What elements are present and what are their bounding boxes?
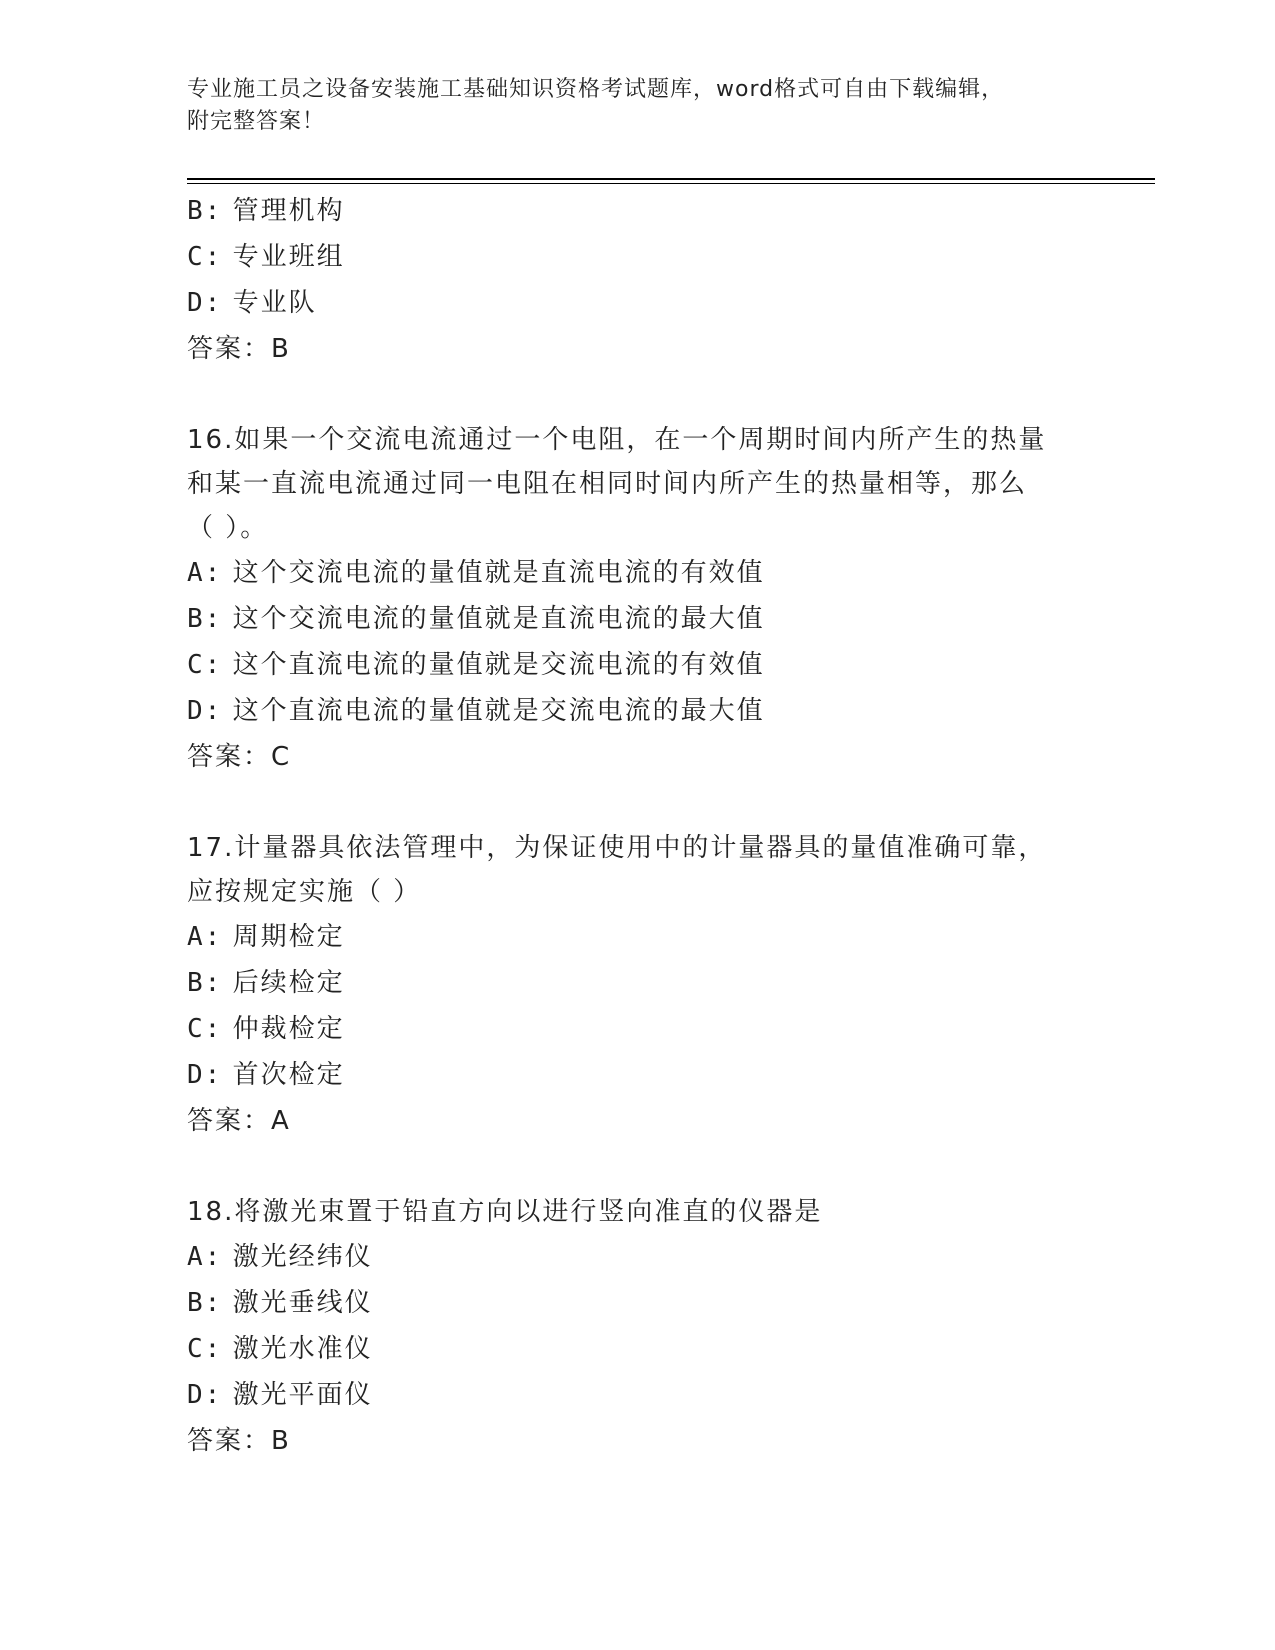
question-18 [187,1190,1087,1464]
option-b [187,1280,1087,1326]
question-stem-line: 18.将激光束置于铅直方向以进行竖向准直的仪器是 [187,1197,823,1227]
option-prefix: A: [187,922,223,952]
answer-line: 答案：C [187,742,292,772]
header-line-1: 专业施工员之设备安装施工基础知识资格考试题库，word格式可自由下载编辑， [187,77,1005,102]
answer-line: 答案：B [187,334,291,364]
option-c [187,1006,1087,1052]
option-prefix: D: [187,1380,223,1410]
option-b [187,596,1087,642]
document-header [187,74,1087,138]
prev-question-block [187,188,1087,372]
option-text: 这个直流电流的量值就是交流电流的最大值 [232,696,765,726]
option-prefix: D: [187,696,223,726]
option-text: 专业队 [232,288,317,318]
option-prefix: B: [187,968,223,998]
option-text: 这个交流电流的量值就是直流电流的最大值 [232,604,765,634]
option-prefix: B: [187,1288,223,1318]
option-prefix: B: [187,604,223,634]
option-prefix: A: [187,558,223,588]
option-a [187,914,1087,960]
option-d [187,1372,1087,1418]
option-text: 专业班组 [232,242,345,272]
option-b [187,960,1087,1006]
option-text: 这个直流电流的量值就是交流电流的有效值 [232,650,765,680]
option-prefix: C: [187,1334,223,1364]
option-d [187,1052,1087,1098]
question-stem-line: 应按规定实施（ ） [187,877,422,907]
spacer [187,1144,1087,1190]
question-stem-line: 和某一直流电流通过同一电阻在相同时间内所产生的热量相等，那么 [187,469,1028,499]
option-text: 激光垂线仪 [232,1288,373,1318]
question-stem-line: 17.计量器具依法管理中，为保证使用中的计量器具的量值准确可靠， [187,833,1047,863]
answer-line: 答案：B [187,1426,291,1456]
option-text: 仲裁检定 [232,1014,345,1044]
question-list [187,188,1087,1464]
option-text: 激光平面仪 [232,1380,373,1410]
option-text: 后续检定 [232,968,345,998]
option-text: 这个交流电流的量值就是直流电流的有效值 [232,558,765,588]
option-a [187,1234,1087,1280]
answer-line: 答案：A [187,1106,291,1136]
option-c [187,234,1087,280]
question-stem-line: 16.如果一个交流电流通过一个电阻，在一个周期时间内所产生的热量 [187,425,1047,455]
option-prefix: C: [187,650,223,680]
option-prefix: B: [187,196,223,226]
option-d [187,688,1087,734]
question-16 [187,418,1087,780]
option-b [187,188,1087,234]
option-text: 激光水准仪 [232,1334,373,1364]
option-prefix: D: [187,288,223,318]
option-prefix: C: [187,1014,223,1044]
option-text: 管理机构 [232,196,345,226]
question-stem-line: （ ）。 [187,513,269,543]
header-rule-thin [187,183,1155,184]
option-a [187,550,1087,596]
spacer [187,372,1087,418]
option-prefix: D: [187,1060,223,1090]
spacer [187,780,1087,826]
header-rule-thick [187,178,1155,180]
option-text: 激光经纬仪 [232,1242,373,1272]
option-c [187,642,1087,688]
option-text: 首次检定 [232,1060,345,1090]
option-d [187,280,1087,326]
option-prefix: A: [187,1242,223,1272]
option-prefix: C: [187,242,223,272]
question-17 [187,826,1087,1144]
option-text: 周期检定 [232,922,345,952]
option-c [187,1326,1087,1372]
header-line-2: 附完整答案！ [187,109,326,134]
